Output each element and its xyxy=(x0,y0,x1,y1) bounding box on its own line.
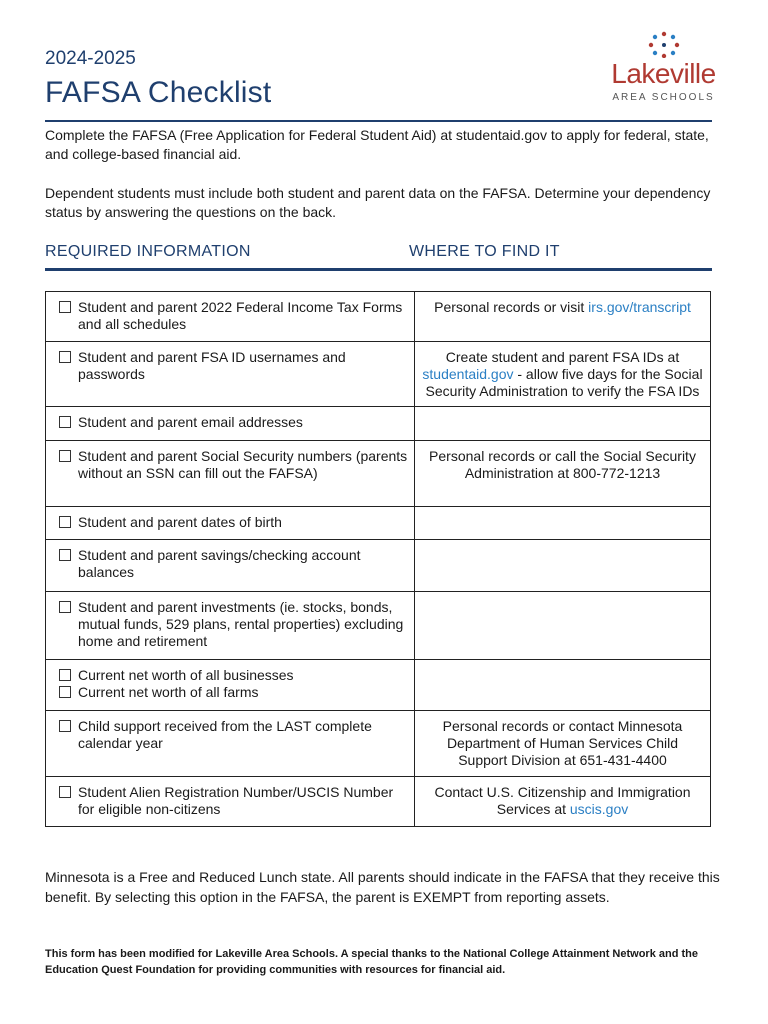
checklist-item xyxy=(78,599,408,650)
where-to-find-cell xyxy=(415,777,711,827)
checkbox[interactable] xyxy=(59,720,71,732)
required-info-cell xyxy=(46,441,415,507)
footer-credit: This form has been modified for Lakeville Area Schools. A special thanks to the National College Attainment Network and the Education Quest Foundation for providing communities with resources for financial aid. xyxy=(45,948,698,976)
checklist-row xyxy=(46,441,711,507)
checkbox[interactable] xyxy=(59,686,71,698)
where-text-after: - allow five days for the Social Security Administration to verify the FSA IDs xyxy=(425,366,703,399)
checklist-row xyxy=(46,507,711,540)
where-to-find-cell xyxy=(415,342,711,407)
required-info-cell xyxy=(46,777,415,827)
checklist-item xyxy=(78,514,408,531)
checklist-item xyxy=(78,299,408,333)
checklist-item xyxy=(78,547,408,581)
checklist-item xyxy=(78,784,408,818)
required-info-cell xyxy=(46,292,415,342)
checklist-table xyxy=(45,291,711,827)
checklist-item-label: Student Alien Registration Number/USCIS Number for eligible non-citizens xyxy=(78,784,394,817)
checklist-row xyxy=(46,540,711,592)
where-to-find-cell xyxy=(415,292,711,342)
checklist-row xyxy=(46,342,711,407)
checklist-row xyxy=(46,777,711,827)
where-text: Create student and parent FSA IDs at xyxy=(445,349,680,365)
required-info-cell xyxy=(46,711,415,777)
checkbox[interactable] xyxy=(59,301,71,313)
checkbox[interactable] xyxy=(59,351,71,363)
where-to-find-cell xyxy=(415,441,711,507)
logo-subtitle: AREA SCHOOLS xyxy=(612,92,715,103)
where-text: Personal records or contact Minnesota Department of Human Services Child Support Division at 651-431-4400 xyxy=(442,718,683,768)
checklist-item xyxy=(78,414,408,431)
logo-wordmark: Lakeville xyxy=(611,58,716,89)
district-logo xyxy=(606,30,721,110)
checkbox[interactable] xyxy=(59,450,71,462)
checklist-item xyxy=(78,667,408,684)
checklist-item-label: Student and parent FSA ID usernames and passwords xyxy=(78,349,346,382)
where-link[interactable]: irs.gov/transcript xyxy=(588,299,691,315)
required-info-cell xyxy=(46,407,415,441)
checklist-item xyxy=(78,684,408,701)
where-to-find-cell xyxy=(415,711,711,777)
where-text: Personal records or visit xyxy=(434,299,589,315)
dependency-paragraph: Dependent students must include both student and parent data on the FAFSA. Determine your dependency status by answering the questions on the back. xyxy=(45,185,711,220)
checklist-item-label: Student and parent savings/checking account balances xyxy=(78,547,361,580)
checklist-item-label: Student and parent Social Security numbers (parents without an SSN can fill out the FAFSA) xyxy=(78,448,408,481)
intro-paragraph: Complete the FAFSA (Free Application for Federal Student Aid) at studentaid.gov to apply for federal, state, and college-based financial aid. xyxy=(45,127,709,162)
checklist-row xyxy=(46,407,711,441)
checklist-item-label: Student and parent email addresses xyxy=(78,414,303,430)
checklist-row xyxy=(46,592,711,660)
where-to-find-cell xyxy=(415,507,711,540)
checkbox[interactable] xyxy=(59,669,71,681)
checklist-item-label: Student and parent dates of birth xyxy=(78,514,282,530)
checklist-item-label: Student and parent investments (ie. stocks, bonds, mutual funds, 529 plans, rental properties) excluding home and retirement xyxy=(78,599,404,649)
checklist-row xyxy=(46,711,711,777)
required-info-cell xyxy=(46,342,415,407)
checkbox[interactable] xyxy=(59,549,71,561)
required-info-cell xyxy=(46,660,415,711)
where-link[interactable]: uscis.gov xyxy=(569,801,629,817)
where-text: Contact U.S. Citizenship and Immigration Services at xyxy=(434,784,691,817)
checklist-item-label: Child support received from the LAST complete calendar year xyxy=(78,718,372,751)
checkbox[interactable] xyxy=(59,786,71,798)
checklist-item-label: Student and parent 2022 Federal Income Tax Forms and all schedules xyxy=(78,299,403,332)
checklist-item xyxy=(78,448,408,482)
checklist-row xyxy=(46,292,711,342)
checkbox[interactable] xyxy=(59,601,71,613)
people-circle-icon xyxy=(644,30,684,58)
checklist-item xyxy=(78,718,408,752)
lunch-note: Minnesota is a Free and Reduced Lunch state. All parents should indicate in the FAFSA that they receive this benefit. By selecting this option in the FAFSA, the parent is EXEMPT from reporting assets. xyxy=(45,869,720,905)
where-to-find-heading: WHERE TO FIND IT xyxy=(409,243,560,260)
required-info-heading: REQUIRED INFORMATION xyxy=(45,243,251,260)
where-to-find-cell xyxy=(415,592,711,660)
where-link[interactable]: studentaid.gov xyxy=(422,366,514,382)
where-to-find-cell xyxy=(415,540,711,592)
required-info-cell xyxy=(46,507,415,540)
where-to-find-cell xyxy=(415,660,711,711)
required-info-cell xyxy=(46,592,415,660)
checklist-row xyxy=(46,660,711,711)
where-text: Personal records or call the Social Security Administration at 800-772-1213 xyxy=(429,448,696,481)
header-rule xyxy=(45,120,712,122)
checkbox[interactable] xyxy=(59,516,71,528)
section-rule xyxy=(45,268,712,271)
year-label: 2024-2025 xyxy=(45,48,136,69)
where-to-find-cell xyxy=(415,407,711,441)
checklist-item-label: Current net worth of all businesses xyxy=(78,667,294,683)
page-title: FAFSA Checklist xyxy=(45,76,272,109)
checklist-item xyxy=(78,349,408,383)
checkbox[interactable] xyxy=(59,416,71,428)
required-info-cell xyxy=(46,540,415,592)
checklist-item-label: Current net worth of all farms xyxy=(78,684,259,700)
